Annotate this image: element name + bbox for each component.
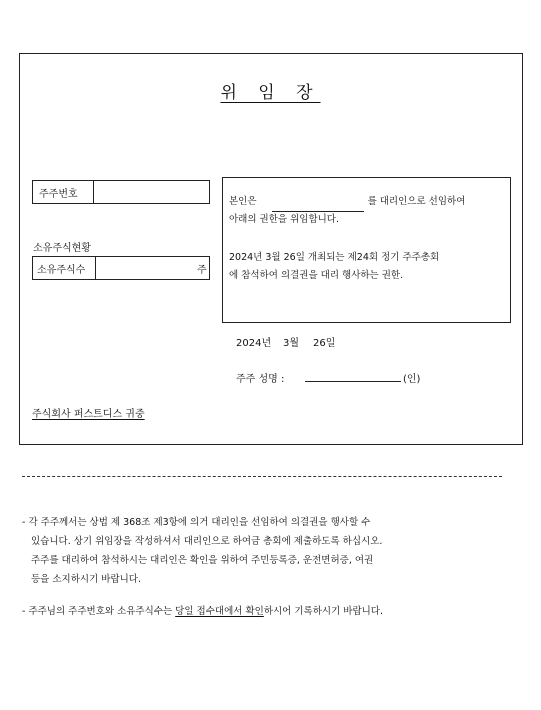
signature-field[interactable] bbox=[305, 370, 401, 382]
proxy-name-field[interactable] bbox=[272, 193, 364, 212]
shareholder-number-label: 주주번호 bbox=[39, 189, 78, 200]
note-1-line-3: 주주를 대리하여 참석하시는 대리인은 확인을 위하여 주민등록증, 운전면허증, 여권 bbox=[31, 555, 374, 566]
delegation-prefix: 본인은 bbox=[229, 196, 257, 207]
holdings-status-label: 소유주식현황 bbox=[33, 243, 91, 254]
note-1-line-1: - 각 주주께서는 상법 제 368조 제3항에 의거 대리인을 선임하여 의결권을 행사할 수 bbox=[22, 517, 371, 528]
date-day: 26일 bbox=[313, 338, 336, 349]
cut-line bbox=[22, 476, 502, 477]
shareholder-number-field[interactable] bbox=[95, 185, 205, 199]
shareholder-number-divider bbox=[93, 181, 94, 203]
delegation-line-4: 에 참석하여 의결권을 대리 행사하는 권한. bbox=[229, 270, 404, 281]
company-addressee: 주식회사 퍼스트디스 귀중 bbox=[32, 409, 145, 420]
note-2-post: 하시어 기록하시기 바랍니다. bbox=[263, 606, 383, 617]
note-2-pre: - 주주님의 주주번호와 소유주식수는 bbox=[22, 606, 176, 617]
shares-owned-divider bbox=[95, 257, 96, 279]
delegation-line-3: 2024년 3월 26일 개최되는 제24회 정기 주주총회 bbox=[229, 252, 440, 263]
seal-label: (인) bbox=[403, 374, 421, 385]
date-year: 2024년 bbox=[236, 338, 272, 349]
delegation-suffix: 를 대리인으로 선임하여 bbox=[367, 196, 466, 207]
form-title: 위 임 장 bbox=[220, 83, 321, 103]
shares-owned-box bbox=[32, 256, 210, 280]
signature-label: 주주 성명 : bbox=[236, 374, 285, 385]
shares-unit: 주 bbox=[197, 265, 207, 276]
shareholder-number-box bbox=[32, 180, 210, 204]
note-2 bbox=[22, 602, 383, 621]
delegation-line-1 bbox=[229, 193, 465, 212]
date-month: 3월 bbox=[283, 338, 300, 349]
note-1-line-2: 있습니다. 상기 위임장을 작성하셔서 대리인으로 하여금 총회에 제출하도록 하십시오. bbox=[31, 536, 383, 547]
note-2-underlined: 당일 접수대에서 확인 bbox=[175, 606, 264, 617]
shares-owned-label: 소유주식수 bbox=[37, 265, 86, 276]
shares-owned-field[interactable] bbox=[97, 261, 193, 275]
delegation-box bbox=[222, 177, 511, 323]
note-1-line-4: 등을 소지하시기 바랍니다. bbox=[31, 574, 142, 585]
delegation-line-2: 아래의 권한을 위임합니다. bbox=[229, 214, 340, 225]
